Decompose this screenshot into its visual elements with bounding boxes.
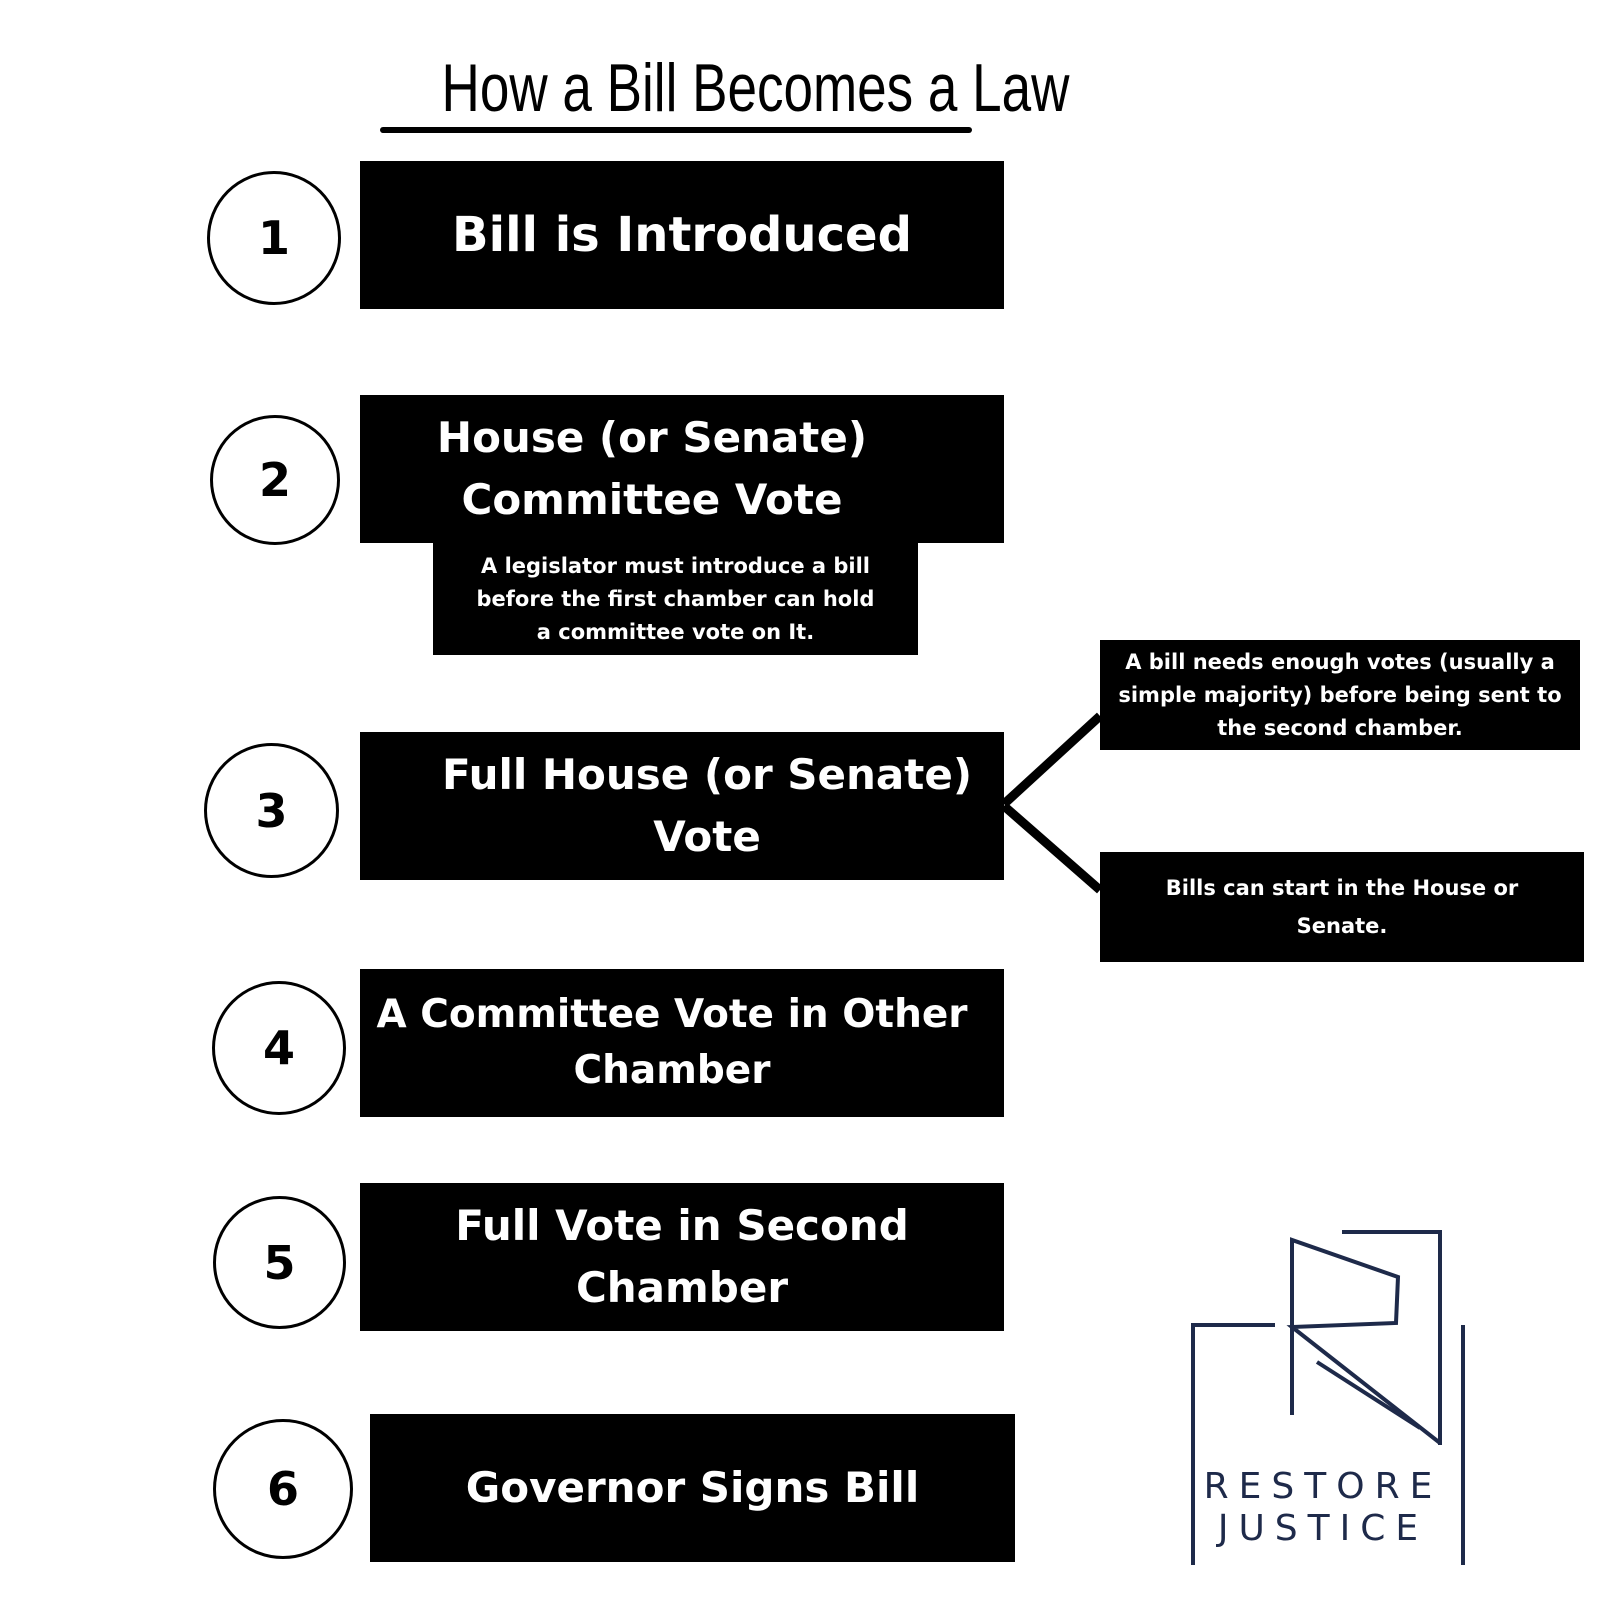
- start-note: [1100, 852, 1584, 962]
- legislator-note-line3: a committee vote on It.: [536, 619, 815, 644]
- step-6-label: Governor Signs Bill: [465, 1463, 920, 1512]
- step-1-label: Bill is Introduced: [452, 207, 912, 263]
- step-3-label-line1: Full House (or Senate): [441, 750, 973, 799]
- step-6-box: [370, 1414, 1015, 1562]
- step-3-number: 3: [204, 743, 339, 878]
- start-note-line1: Bills can start in the House or: [1165, 876, 1519, 900]
- step-1-number: 1: [207, 171, 341, 305]
- logo-text-justice: JUSTICE: [1217, 1508, 1429, 1549]
- step-6-number: 6: [213, 1419, 353, 1559]
- legislator-note-line2: before the first chamber can hold: [476, 586, 875, 611]
- step-5-label-line2: Chamber: [575, 1263, 789, 1312]
- page-title: How a Bill Becomes a Law: [441, 50, 1070, 126]
- majority-note-line3: the second chamber.: [1217, 715, 1463, 740]
- step-4-label-line2: Chamber: [573, 1048, 771, 1093]
- majority-note-line1: A bill needs enough votes (usually a: [1125, 649, 1555, 674]
- connector-to-majority-note: [1004, 716, 1100, 804]
- step-5-number: 5: [213, 1196, 346, 1329]
- step-5-box: [360, 1183, 1004, 1331]
- start-note-line2: Senate.: [1296, 914, 1388, 938]
- step-4-number: 4: [212, 981, 346, 1115]
- step-2-number: 2: [210, 415, 340, 545]
- step-2-label-line2: Committee Vote: [461, 475, 843, 524]
- step-3-label-line2: Vote: [653, 812, 761, 861]
- step-5-label-line1: Full Vote in Second: [455, 1201, 909, 1250]
- step-4-box: [360, 969, 1004, 1117]
- majority-note-line2: simple majority) before being sent to: [1118, 682, 1562, 707]
- step-4-label-line1: A Committee Vote in Other: [376, 992, 968, 1037]
- legislator-note-line1: A legislator must introduce a bill: [481, 553, 870, 578]
- connector-to-start-note: [1004, 806, 1100, 890]
- majority-note: [1100, 640, 1580, 750]
- step-2-label-line1: House (or Senate): [436, 413, 868, 462]
- logo-text-restore: RESTORE: [1203, 1466, 1443, 1507]
